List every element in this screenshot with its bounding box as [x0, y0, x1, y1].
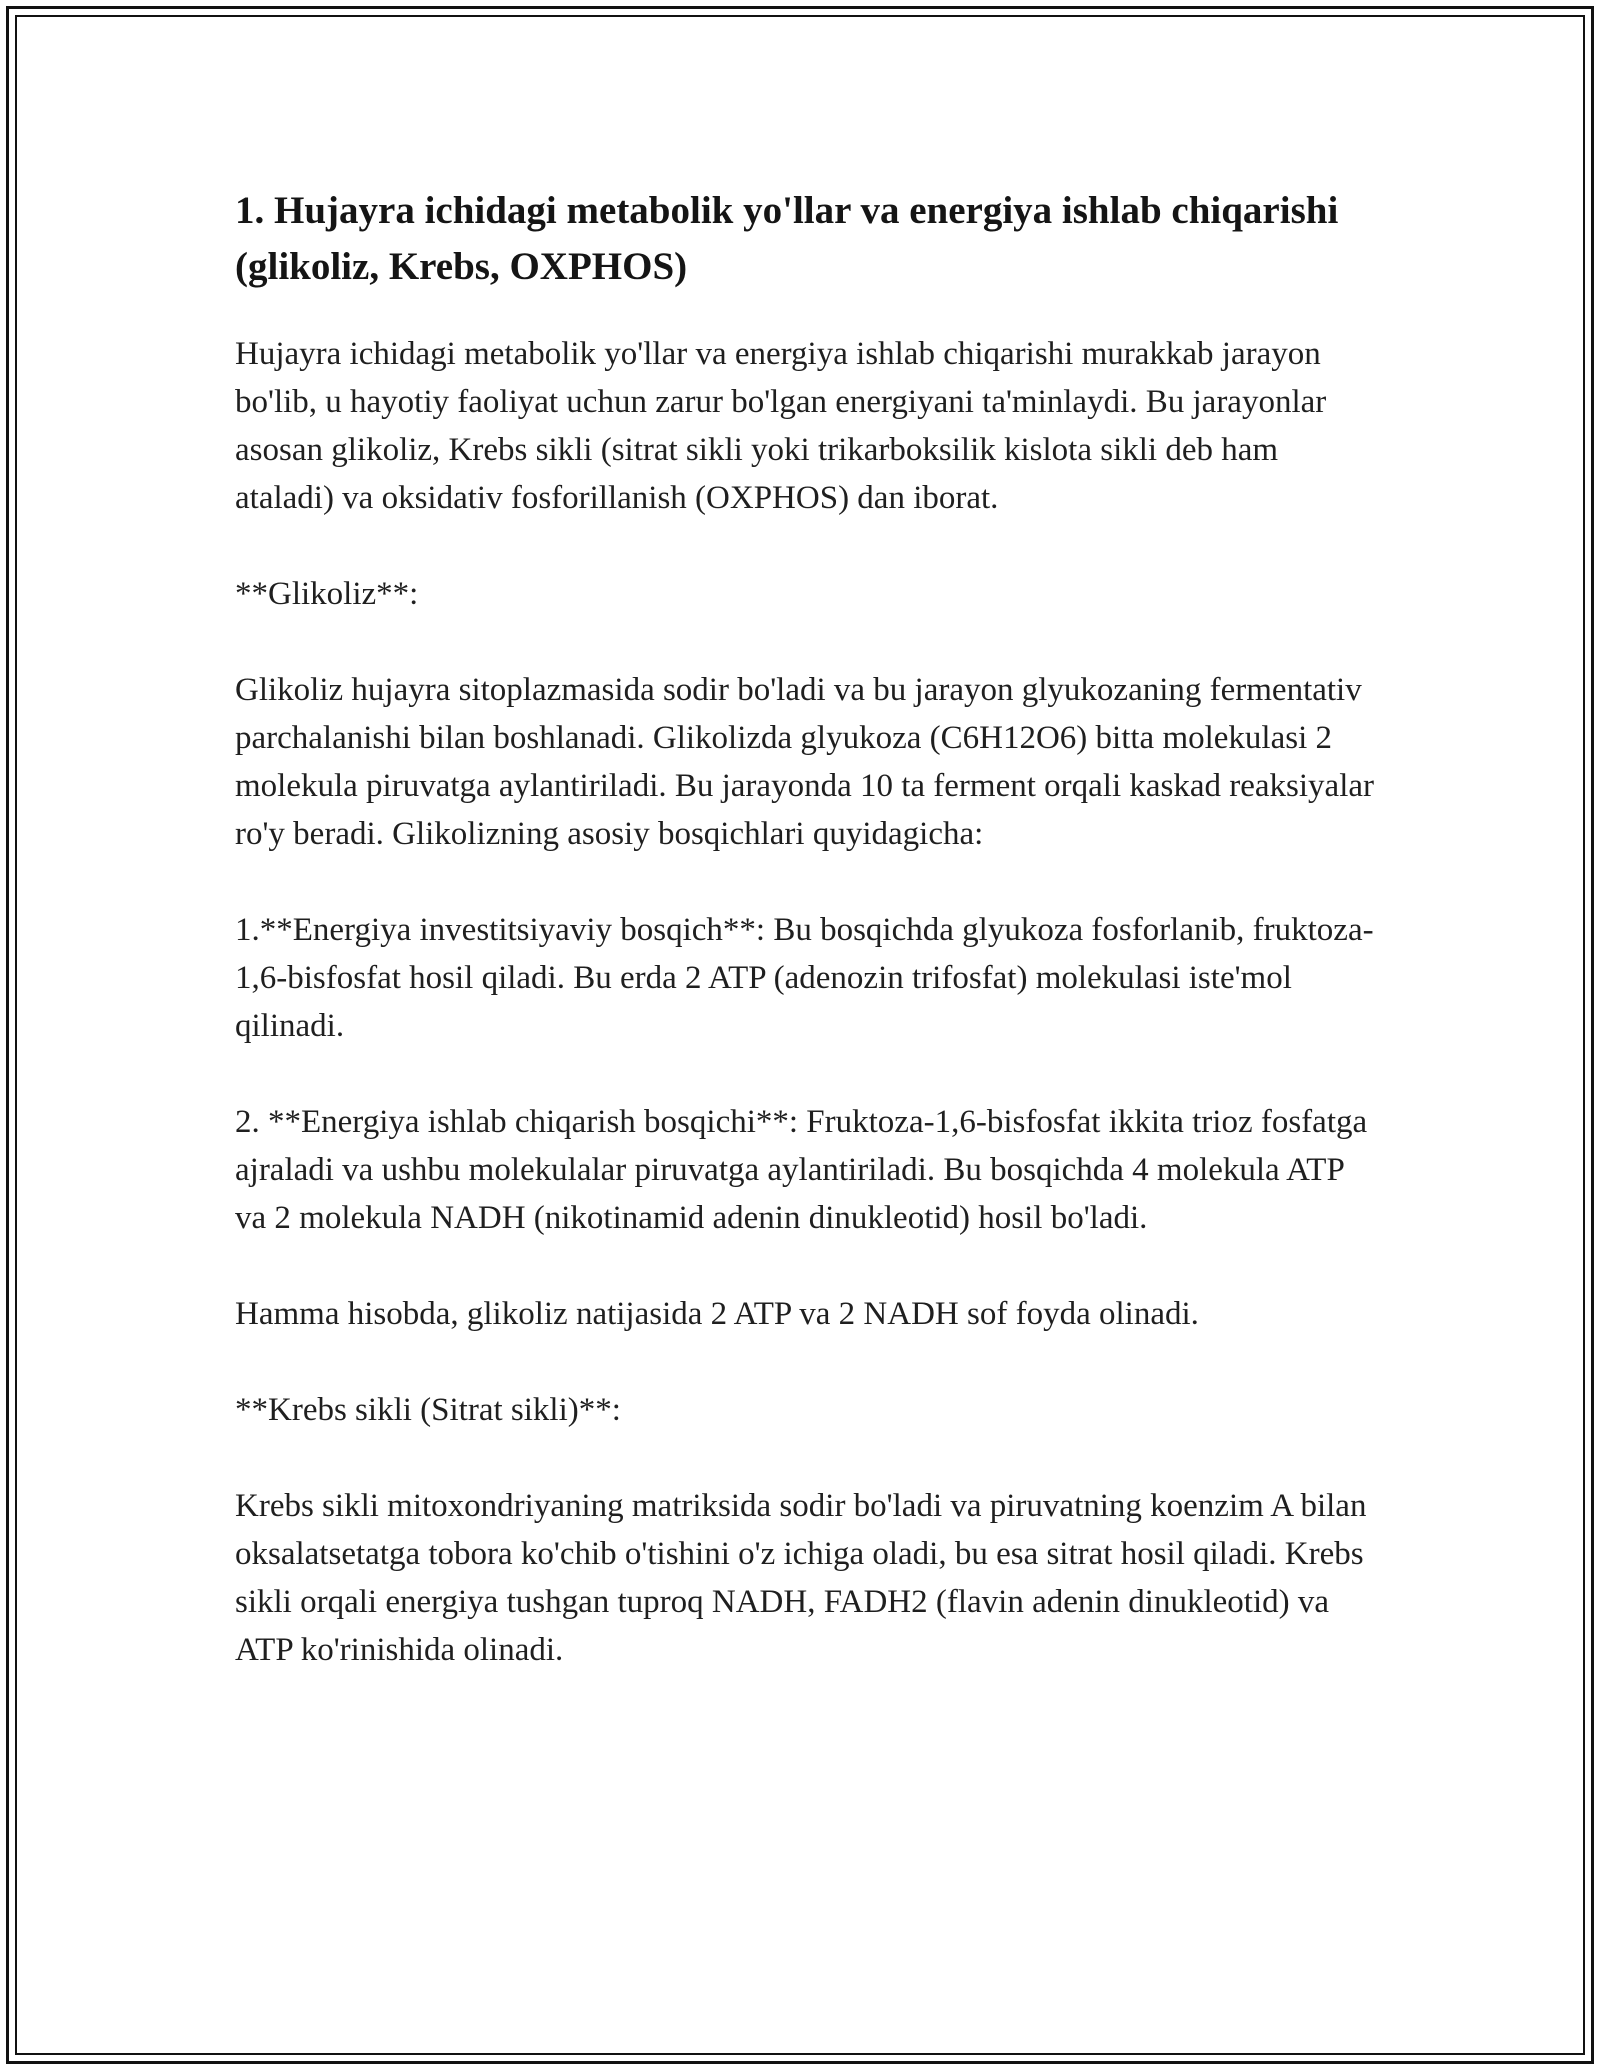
paragraph-krebs: Krebs sikli mitoxondriyaning matriksida sodir bo'ladi va piruvatning koenzim A bilan oksalatsetatga tobora ko'chib o'tishini o'z ichiga oladi, bu esa sitrat hosil qiladi. Krebs sikli orqali energiya tushgan tuproq NADH, FADH2 (flavin adenin dinukleotid) va ATP ko'rinishida olinadi. [235, 1488, 1367, 1668]
document-body [235, 183, 1375, 1722]
paragraph-glikoliz: Glikoliz hujayra sitoplazmasida sodir bo'ladi va bu jarayon glyukozaning fermentativ parchalanishi bilan boshlanadi. Glikolizda glyukoza (C6H12O6) bitta molekulasi 2 molekula piruvatga aylantiriladi. Bu jarayonda 10 ta ferment orqali kaskad reaksiyalar ro'y beradi. Glikolizning asosiy bosqichlari quyidagicha: [235, 672, 1374, 852]
paragraph-step-1: 1.**Energiya investitsiyaviy bosqich**: Bu bosqichda glyukoza fosforlanib, fruktoza-1,6-bisfosfat hosil qiladi. Bu erda 2 ATP (adenozin trifosfat) molekulasi iste'mol qilinadi. [235, 912, 1374, 1044]
paragraph-summary: Hamma hisobda, glikoliz natijasida 2 ATP va 2 NADH sof foyda olinadi. [235, 1296, 1199, 1332]
heading-krebs: **Krebs sikli (Sitrat sikli)**: [235, 1392, 621, 1428]
paragraph-step-2: 2. **Energiya ishlab chiqarish bosqichi**: Fruktoza-1,6-bisfosfat ikkita trioz fosfatga ajraladi va ushbu molekulalar piruvatga aylantiriladi. Bu bosqichda 4 molekula ATP va 2 molekula NADH (nikotinamid adenin dinukleotid) hosil bo'ladi. [235, 1104, 1368, 1236]
document-title: 1. Hujayra ichidagi metabolik yo'llar va energiya ishlab chiqarishi (glikoliz, Krebs, OXPHOS) [235, 189, 1339, 288]
heading-glikoliz: **Glikoliz**: [235, 576, 419, 612]
paragraph-intro: Hujayra ichidagi metabolik yo'llar va energiya ishlab chiqarishi murakkab jarayon bo'lib, u hayotiy faoliyat uchun zarur bo'lgan energiyani ta'minlaydi. Bu jarayonlar asosan glikoliz, Krebs sikli (sitrat sikli yoki trikarboksilik kislota sikli deb ham ataladi) va oksidativ fosforillanish (OXPHOS) dan iborat. [235, 336, 1327, 516]
